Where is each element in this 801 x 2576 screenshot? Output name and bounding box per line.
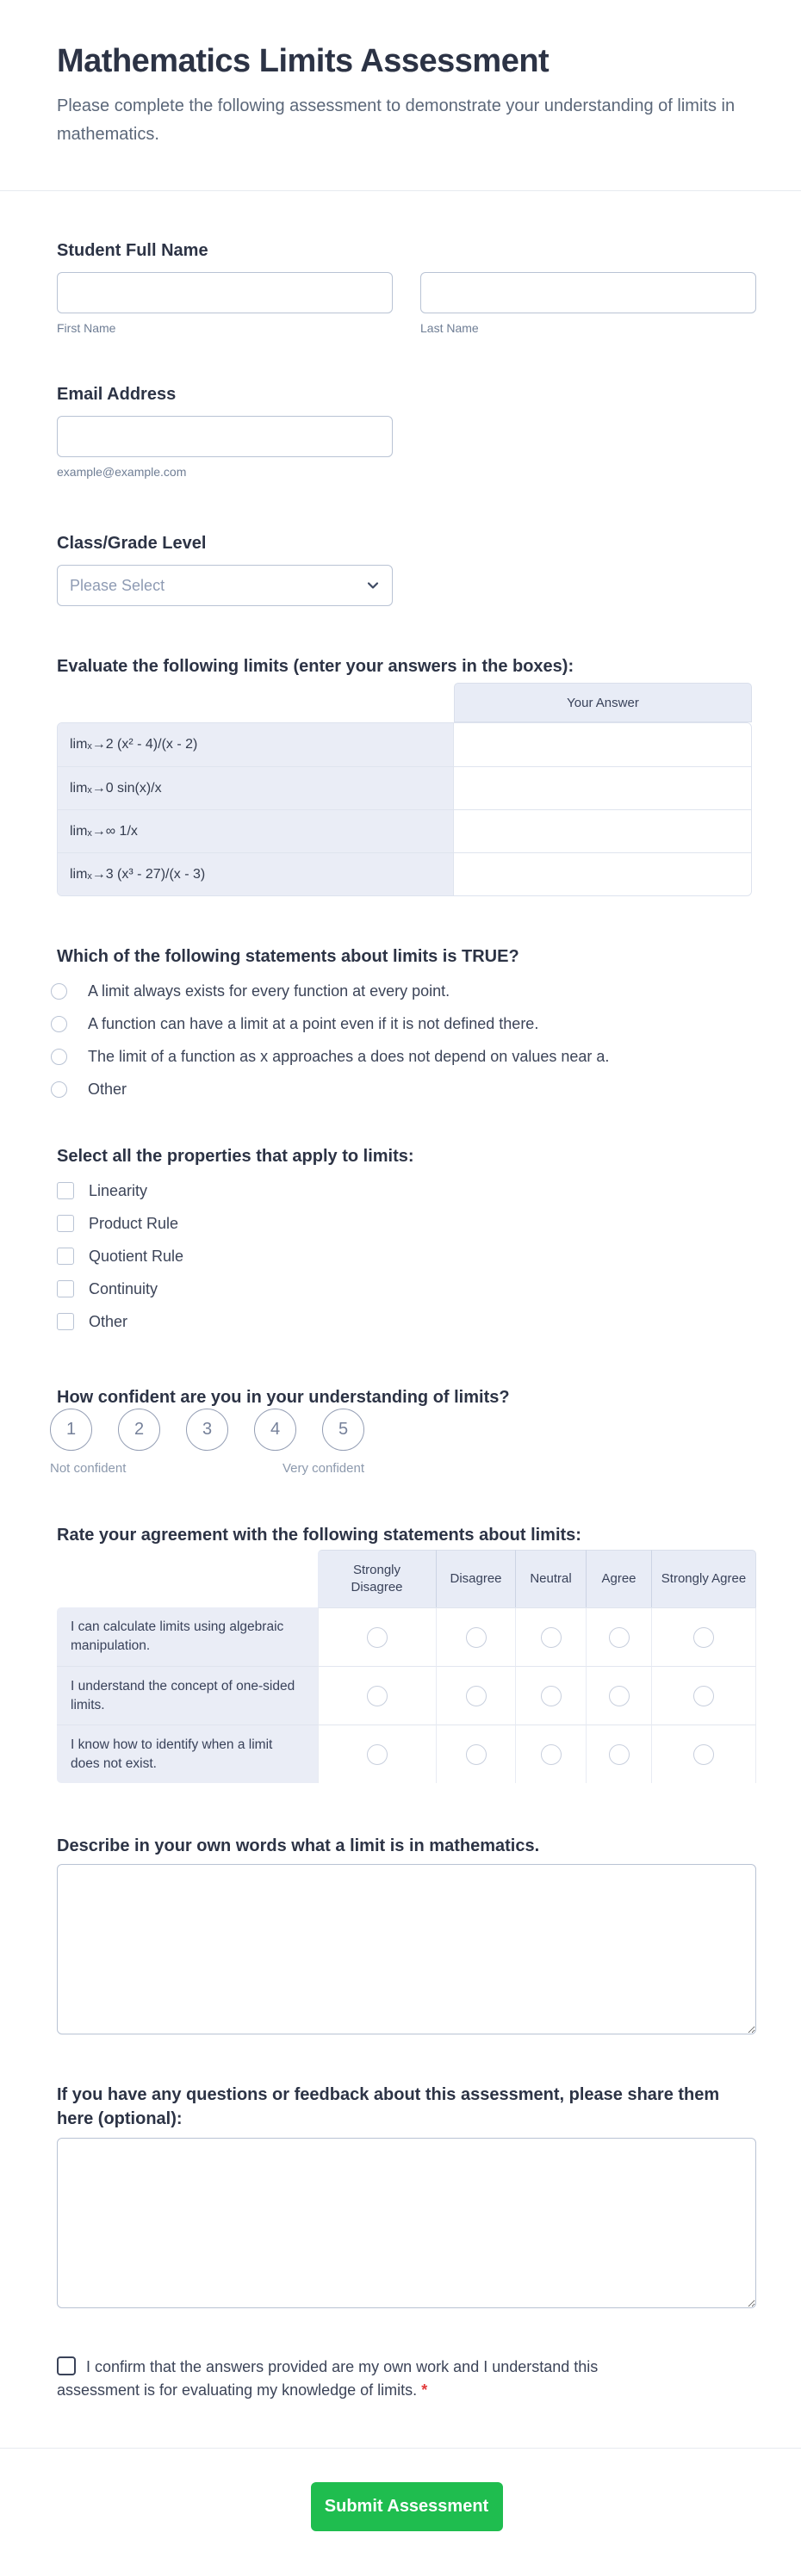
properties-label: Select all the properties that apply to limits: [57, 1147, 414, 1166]
confidence-label: How confident are you in your understanding of limits? [57, 1388, 510, 1407]
last-name-field-group [420, 272, 756, 336]
question-true-statement [57, 945, 756, 1105]
email-label: Email Address [57, 385, 177, 404]
question-feedback [57, 2083, 756, 2308]
limits-table-body [57, 722, 752, 896]
limit-answer-input-3[interactable] [454, 810, 751, 852]
confirmation-label: I confirm that the answers provided are my own work and I understand this assessment is for evaluating my knowledge of limits. [57, 2358, 599, 2399]
question-grade-level [57, 532, 756, 606]
student-name-label: Student Full Name [57, 241, 208, 260]
checkbox-option-label: Quotient Rule [89, 1247, 184, 1265]
name-fields-row [57, 272, 756, 336]
radio-button-icon[interactable] [466, 1627, 487, 1648]
form-header [57, 43, 756, 149]
radio-button-icon[interactable] [693, 1627, 714, 1648]
checkbox-option-label: Linearity [89, 1181, 148, 1199]
matrix-radio-cell[interactable] [651, 1666, 756, 1725]
matrix-column-header: Strongly Agree [651, 1550, 756, 1607]
matrix-grid [57, 1550, 756, 1783]
true-statement-options [57, 975, 756, 1105]
footer-divider [0, 2448, 801, 2449]
feedback-label: If you have any questions or feedback about this assessment, please share them here (optional): [57, 2085, 720, 2128]
question-agreement-matrix [57, 1524, 756, 1783]
table-row [58, 766, 751, 809]
radio-button-icon[interactable] [541, 1627, 562, 1648]
limit-expression: limₓ→3 (x³ - 27)/(x - 3) [58, 853, 454, 895]
checkbox-option-label: Other [89, 1312, 128, 1330]
scale-min-label: Not confident [50, 1461, 127, 1476]
matrix-row-label: I understand the concept of one-sided limits. [57, 1666, 318, 1725]
chevron-down-icon [366, 579, 380, 592]
agreement-matrix-table [57, 1550, 756, 1783]
page-title: Mathematics Limits Assessment [57, 43, 550, 79]
radio-button-icon[interactable] [51, 1049, 67, 1065]
radio-button-icon[interactable] [367, 1686, 388, 1706]
limit-answer-input-1[interactable] [454, 723, 751, 766]
matrix-header-spacer [57, 1550, 318, 1607]
first-name-field-group [57, 272, 393, 336]
email-sublabel: example@example.com [57, 465, 187, 479]
radio-button-icon[interactable] [367, 1744, 388, 1765]
matrix-radio-cell[interactable] [318, 1666, 436, 1725]
matrix-radio-cell[interactable] [318, 1725, 436, 1783]
matrix-radio-cell[interactable] [436, 1607, 515, 1666]
radio-button-icon[interactable] [693, 1744, 714, 1765]
answer-cell [454, 853, 751, 895]
checkbox-icon[interactable] [57, 1182, 74, 1199]
submit-area [57, 2482, 756, 2531]
matrix-radio-cell[interactable] [318, 1607, 436, 1666]
radio-button-icon[interactable] [609, 1627, 630, 1648]
evaluate-limits-label: Evaluate the following limits (enter your answers in the boxes): [57, 657, 574, 676]
matrix-radio-cell[interactable] [436, 1725, 515, 1783]
radio-button-icon[interactable] [367, 1627, 388, 1648]
radio-button-icon[interactable] [466, 1686, 487, 1706]
question-properties [57, 1145, 756, 1338]
describe-limit-textarea[interactable] [57, 1864, 756, 2034]
matrix-radio-cell[interactable] [651, 1725, 756, 1783]
checkbox-option-other[interactable] [57, 1305, 756, 1338]
radio-button-icon[interactable] [51, 1081, 67, 1098]
table-row [58, 809, 751, 852]
grade-select[interactable] [57, 565, 393, 606]
checkbox-option-label: Continuity [89, 1279, 158, 1297]
last-name-input[interactable] [420, 272, 756, 313]
table-row [58, 723, 751, 766]
radio-option-label: A limit always exists for every function at every point. [88, 981, 450, 1000]
matrix-column-header: Strongly Disagree [318, 1550, 436, 1607]
radio-option-label: The limit of a function as x approaches a does not depend on values near a. [88, 1047, 610, 1065]
checkbox-option-product-rule[interactable] [57, 1207, 756, 1240]
matrix-radio-cell[interactable] [515, 1666, 586, 1725]
properties-options [57, 1174, 756, 1338]
grade-level-label: Class/Grade Level [57, 534, 207, 553]
confirmation-row[interactable] [57, 2356, 612, 2402]
checkbox-icon[interactable] [57, 1248, 74, 1265]
answer-cell [454, 767, 751, 809]
radio-option-1[interactable] [57, 975, 756, 1007]
matrix-column-header: Disagree [436, 1550, 515, 1607]
describe-limit-label: Describe in your own words what a limit is in mathematics. [57, 1836, 540, 1855]
radio-option-2[interactable] [57, 1007, 756, 1040]
first-name-input[interactable] [57, 272, 393, 313]
limits-table-column-header: Your Answer [454, 683, 752, 722]
email-input[interactable] [57, 416, 393, 457]
radio-option-label: A function can have a limit at a point even if it is not defined there. [88, 1014, 539, 1032]
confidence-scale-labels [50, 1461, 364, 1476]
grade-select-placeholder: Please Select [70, 576, 165, 594]
confirm-checkbox[interactable] [57, 2356, 76, 2375]
last-name-sublabel: Last Name [420, 321, 479, 335]
radio-button-icon[interactable] [541, 1686, 562, 1706]
checkbox-icon[interactable] [57, 1280, 74, 1297]
limits-table-header-row [57, 683, 752, 722]
matrix-row-label: I can calculate limits using algebraic manipulation. [57, 1607, 318, 1666]
checkbox-option-continuity[interactable] [57, 1273, 756, 1305]
question-email [57, 383, 756, 480]
scale-option-5[interactable]: 5 [322, 1409, 364, 1451]
limits-table [57, 683, 752, 896]
checkbox-icon[interactable] [57, 1313, 74, 1330]
confidence-scale [50, 1409, 364, 1451]
matrix-radio-cell[interactable] [436, 1666, 515, 1725]
submit-button[interactable]: Submit Assessment [311, 2482, 503, 2531]
matrix-radio-cell[interactable] [586, 1666, 651, 1725]
form-description: Please complete the following assessment to demonstrate your understanding of limits in mathematics. [57, 96, 736, 144]
radio-button-icon[interactable] [609, 1686, 630, 1706]
limit-answer-input-2[interactable] [454, 767, 751, 809]
radio-button-icon[interactable] [541, 1744, 562, 1765]
checkbox-option-label: Product Rule [89, 1214, 179, 1232]
radio-button-icon[interactable] [51, 1016, 67, 1032]
scale-option-3[interactable]: 3 [186, 1409, 228, 1451]
radio-button-icon[interactable] [466, 1744, 487, 1765]
header-divider [0, 190, 801, 191]
radio-option-3[interactable] [57, 1040, 756, 1073]
radio-button-icon[interactable] [609, 1744, 630, 1765]
limit-answer-input-4[interactable] [454, 853, 751, 895]
agreement-matrix-label: Rate your agreement with the following statements about limits: [57, 1526, 581, 1545]
question-describe-limit [57, 1835, 756, 2034]
required-asterisk: * [421, 2381, 428, 2399]
radio-button-icon[interactable] [693, 1686, 714, 1706]
scale-option-4[interactable]: 4 [254, 1409, 296, 1451]
scale-option-1[interactable]: 1 [50, 1409, 92, 1451]
question-evaluate-limits [57, 655, 756, 896]
feedback-textarea[interactable] [57, 2138, 756, 2308]
scale-max-label: Very confident [282, 1461, 364, 1476]
table-row [58, 852, 751, 895]
matrix-radio-cell[interactable] [651, 1607, 756, 1666]
answer-cell [454, 723, 751, 766]
radio-option-other[interactable] [57, 1073, 756, 1105]
first-name-sublabel: First Name [57, 321, 116, 335]
matrix-column-header: Neutral [515, 1550, 586, 1607]
matrix-radio-cell[interactable] [515, 1607, 586, 1666]
question-student-name [57, 239, 756, 336]
radio-option-label: Other [88, 1080, 127, 1098]
radio-button-icon[interactable] [51, 983, 67, 1000]
checkbox-icon[interactable] [57, 1215, 74, 1232]
limit-expression: limₓ→∞ 1/x [58, 810, 454, 852]
checkbox-option-quotient-rule[interactable] [57, 1240, 756, 1273]
answer-cell [454, 810, 751, 852]
checkbox-option-linearity[interactable] [57, 1174, 756, 1207]
true-statement-label: Which of the following statements about limits is TRUE? [57, 947, 519, 966]
matrix-row-label: I know how to identify when a limit does not exist. [57, 1725, 318, 1783]
limit-expression: limₓ→0 sin(x)/x [58, 767, 454, 809]
limits-table-header-spacer [57, 683, 454, 722]
limit-expression: limₓ→2 (x² - 4)/(x - 2) [58, 723, 454, 766]
email-field-group [57, 416, 756, 480]
matrix-radio-cell[interactable] [586, 1607, 651, 1666]
matrix-radio-cell[interactable] [586, 1725, 651, 1783]
matrix-radio-cell[interactable] [515, 1725, 586, 1783]
matrix-column-header: Agree [586, 1550, 651, 1607]
scale-option-2[interactable]: 2 [118, 1409, 160, 1451]
question-confidence [50, 1386, 756, 1476]
